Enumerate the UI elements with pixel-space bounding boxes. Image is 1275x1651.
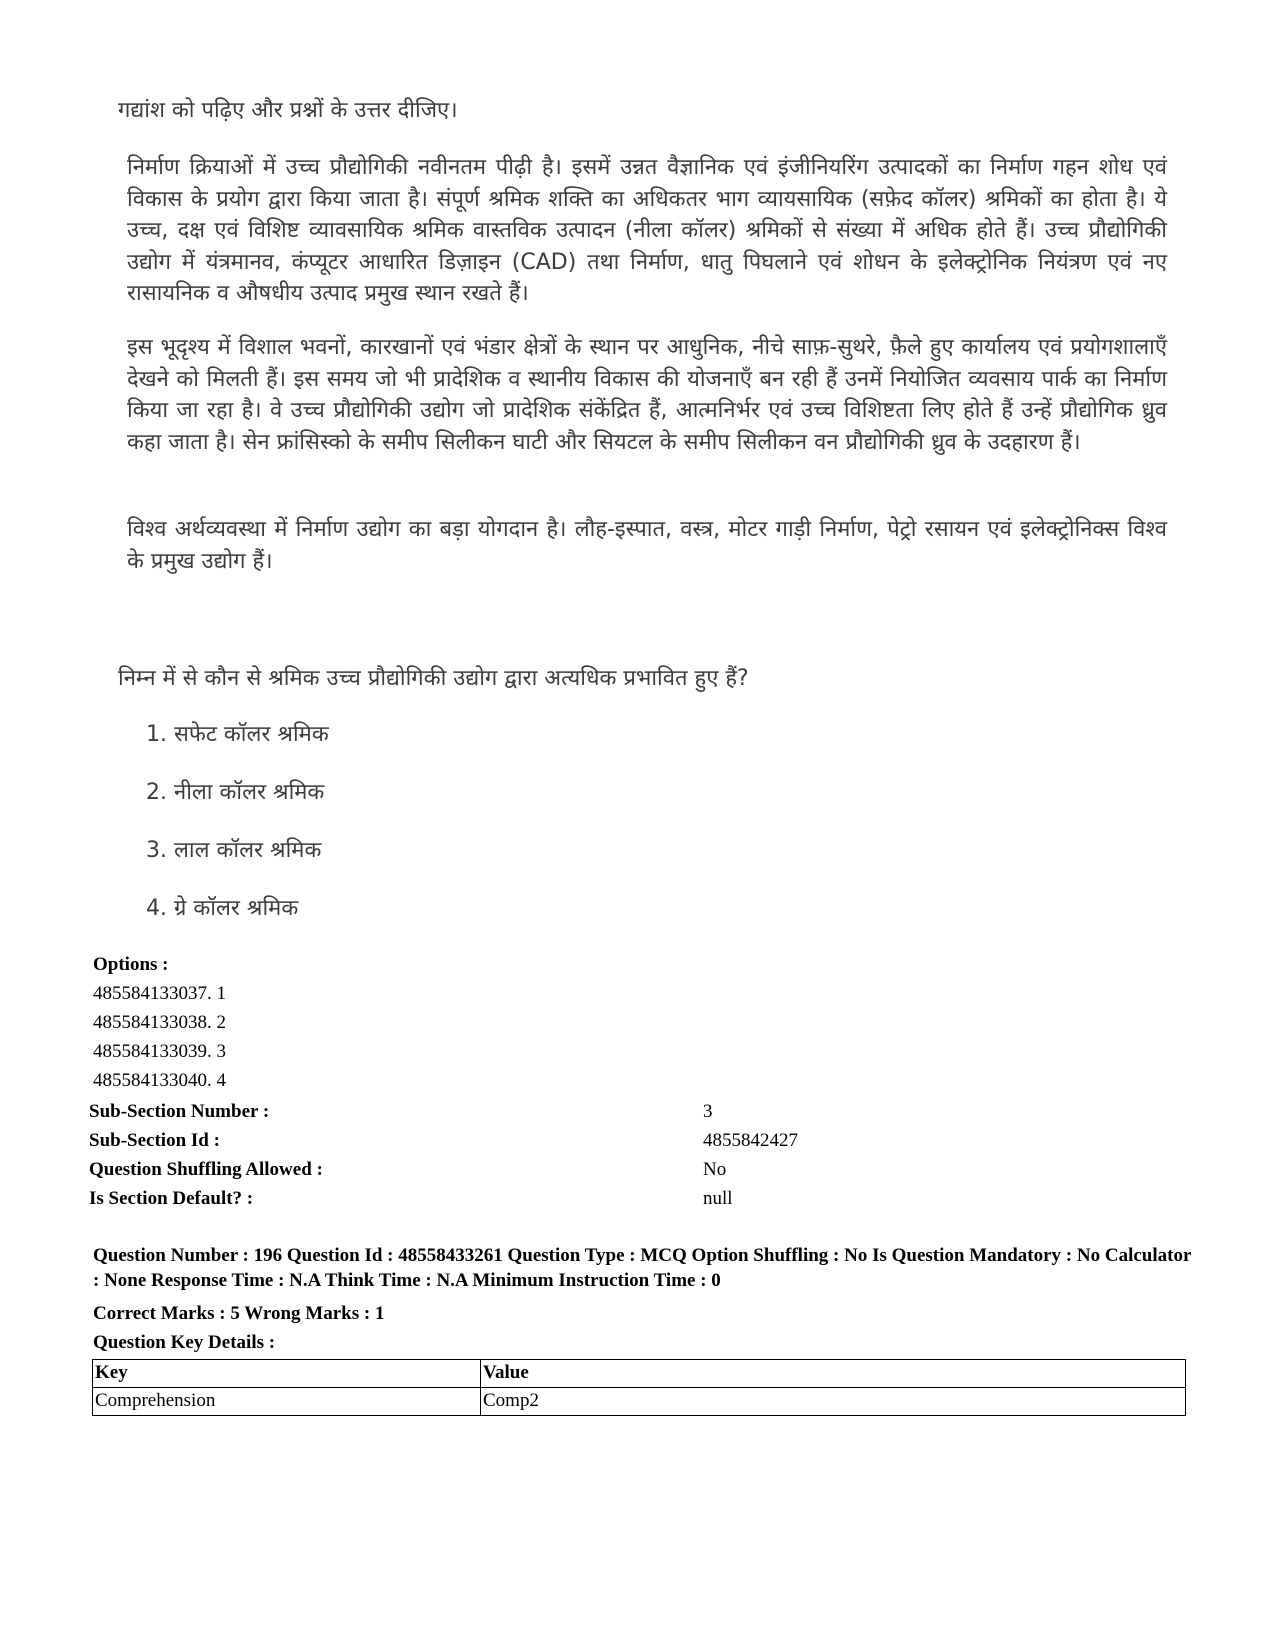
table-header-key: Key <box>93 1360 481 1388</box>
question-info: Question Number : 196 Question Id : 48558433261 Question Type : MCQ Option Shuffling : No Is Question Mandatory : No Calculator : None Response Time : N.A Think Time : N.A Minimum Instruction Time : 0 <box>93 1245 1192 1291</box>
passage-paragraph-3: विश्व अर्थव्यवस्था में निर्माण उद्योग का बड़ा योगदान है। लौह-इस्पात, वस्त्र, मोटर गाड़ी निर्माण, पेट्रो रसायन एवं इलेक्ट्रोनिक्स विश्व के प्रमुख उद्योग हैं। <box>127 517 1167 574</box>
table-cell-value: Comp2 <box>481 1388 1186 1416</box>
passage-paragraph-1: निर्माण क्रियाओं में उच्च प्रौद्योगिकी नवीनतम पीढ़ी है। इसमें उन्नत वैज्ञानिक एवं इंजीनियरिंग उत्पादकों का निर्माण गहन शोध एवं विकास के प्रयोग द्वारा किया जाता है। संपूर्ण श्रमिक शक्ति का अधिकतर भाग व्यायसायिक (सफ़ेद कॉलर) श्रमिकों का होता है। ये उच्च, दक्ष एवं विशिष्ट व्यावसायिक श्रमिक वास्तविक उत्पादन (नीला कॉलर) श्रमिकों से संख्या में अधिक होते हैं। उच्च प्रौद्योगिकी उद्योग में यंत्रमानव, कंप्यूटर आधारित डिज़ाइन (CAD) तथा निर्माण, धातु पिघलाने एवं शोधन के इलेक्ट्रोनिक नियंत्रण एवं नए रासायनिक व औषधीय उत्पाद प्रमुख स्थान रखते हैं। <box>127 155 1167 306</box>
subsection-number-label: Sub-Section Number : <box>89 1101 270 1122</box>
table-header-row <box>93 1360 1186 1388</box>
table-cell-key: Comprehension <box>93 1388 481 1416</box>
key-details-table <box>92 1359 1186 1416</box>
answer-choice-2: 2. नीला कॉलर श्रमिक <box>146 780 325 805</box>
subsection-id-value: 4855842427 <box>703 1130 798 1151</box>
passage-paragraph-2: इस भूदृश्य में विशाल भवनों, कारखानों एवं भंडार क्षेत्रों के स्थान पर आधुनिक, नीचे साफ़-सुथरे, फ़ैले हुए कार्यालय एवं प्रयोगशालाएँ देखने को मिलती हैं। इस समय जो भी प्रादेशिक व स्थानीय विकास की योजनाएँ बन रही हैं उनमें नियोजित व्यवसाय पार्क का निर्माण किया जा रहा है। वे उच्च प्रौद्योगिकी उद्योग जो प्रादेशिक संकेंद्रित हैं, आत्मनिर्भर एवं उच्च विशिष्टता लिए होते हैं उन्हें प्रौद्योगिक ध्रुव कहा जाता है। सेन फ्रांसिस्को के समीप सिलीकन घाटी और सियटल के समीप सिलीकन वन प्रौद्योगिकी ध्रुव के उदहारण हैं। <box>127 335 1167 455</box>
section-default-value: null <box>703 1188 733 1209</box>
section-default-label: Is Section Default? : <box>89 1188 254 1209</box>
options-label: Options : <box>93 954 169 975</box>
question-text: निम्न में से कौन से श्रमिक उच्च प्रौद्योगिकी उद्योग द्वारा अत्यधिक प्रभावित हुए हैं? <box>118 666 749 691</box>
table-row <box>93 1388 1186 1416</box>
table-header-value: Value <box>481 1360 1186 1388</box>
option-id-4: 485584133040. 4 <box>93 1070 226 1091</box>
key-details-label: Question Key Details : <box>93 1332 276 1353</box>
question-shuffling-value: No <box>703 1159 727 1180</box>
marks-info: Correct Marks : 5 Wrong Marks : 1 <box>93 1303 385 1324</box>
option-id-2: 485584133038. 2 <box>93 1012 226 1033</box>
subsection-id-label: Sub-Section Id : <box>89 1130 220 1151</box>
question-shuffling-label: Question Shuffling Allowed : <box>89 1159 323 1180</box>
answer-choice-1: 1. सफेट कॉलर श्रमिक <box>146 722 329 747</box>
option-id-3: 485584133039. 3 <box>93 1041 226 1062</box>
answer-choice-3: 3. लाल कॉलर श्रमिक <box>146 838 322 863</box>
passage-intro: गद्यांश को पढ़िए और प्रश्नों के उत्तर दीजिए। <box>118 98 458 123</box>
answer-choice-4: 4. ग्रे कॉलर श्रमिक <box>146 896 299 921</box>
subsection-number-value: 3 <box>703 1101 713 1122</box>
option-id-1: 485584133037. 1 <box>93 983 226 1004</box>
